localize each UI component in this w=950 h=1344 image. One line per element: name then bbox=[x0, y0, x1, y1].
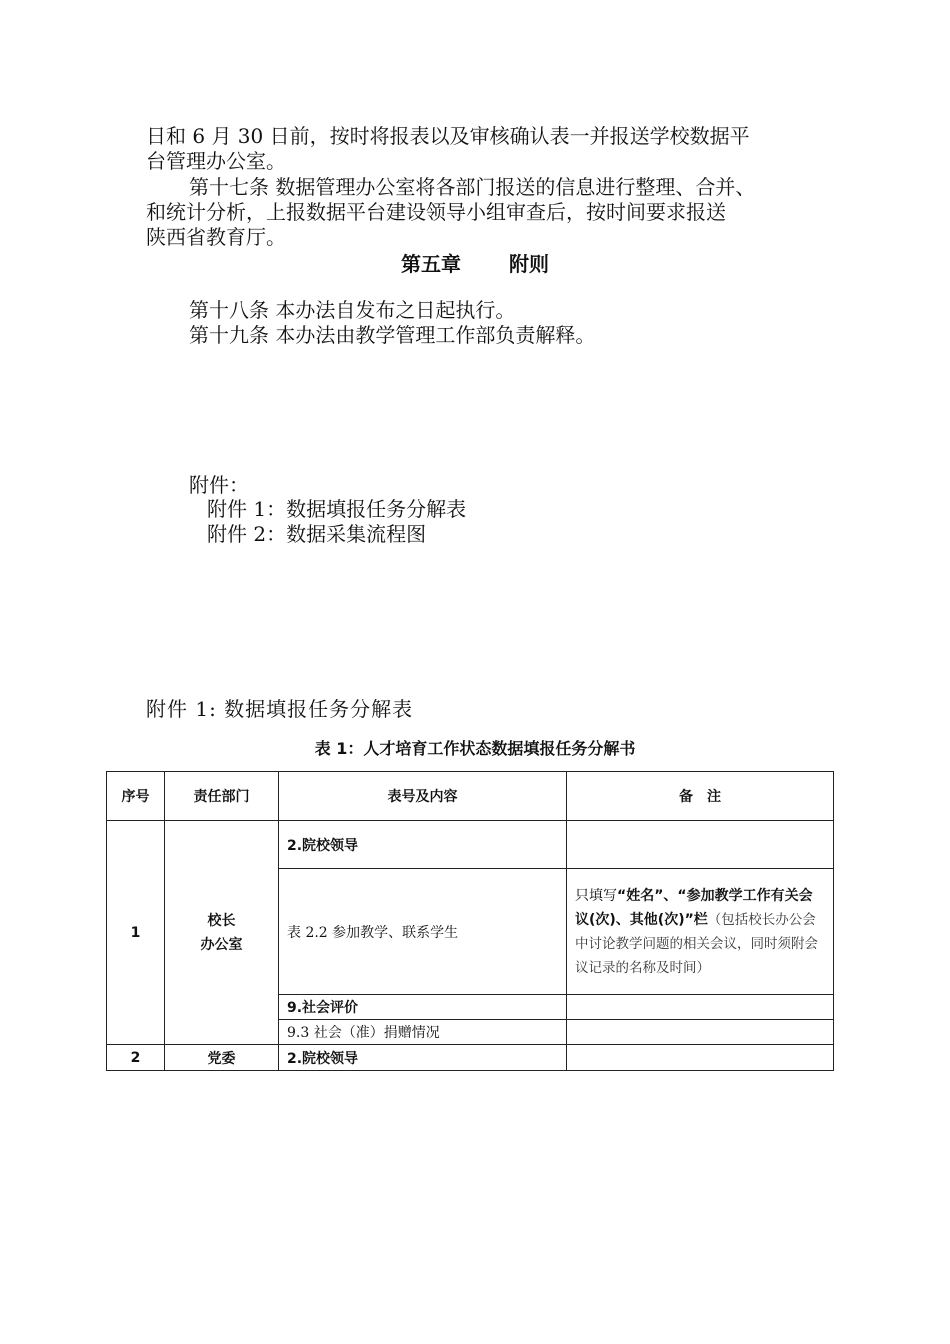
header-no: 序号 bbox=[107, 772, 165, 821]
row1-dept-line1: 校长 bbox=[207, 912, 236, 929]
note-prefix: 只填写 bbox=[575, 887, 617, 904]
table-row bbox=[107, 821, 834, 869]
row1-item-2: 9.3 社会（准）捐赠情况 bbox=[279, 1020, 567, 1045]
attachment1-heading: 附件 1: 数据填报任务分解表 bbox=[146, 697, 414, 721]
attachment-item-1: 附件 1：数据填报任务分解表 bbox=[207, 497, 467, 521]
task-breakdown-table bbox=[106, 771, 834, 1071]
row1-section-2-remark bbox=[567, 995, 834, 1020]
row1-section-2: 9.社会评价 bbox=[279, 995, 567, 1020]
row2-no: 2 bbox=[107, 1045, 165, 1071]
header-content: 表号及内容 bbox=[279, 772, 567, 821]
row1-section-1-remark bbox=[567, 821, 834, 869]
row2-section-1-remark bbox=[567, 1045, 834, 1071]
chapter-heading bbox=[0, 248, 950, 277]
row1-item-1: 表 2.2 参加教学、联系学生 bbox=[279, 869, 567, 995]
attachments-label: 附件： bbox=[189, 473, 249, 497]
article17-line1: 第十七条 数据管理办公室将各部门报送的信息进行整理、合并、 bbox=[189, 175, 756, 199]
attachment-item-2: 附件 2：数据采集流程图 bbox=[207, 522, 427, 546]
article16-tail-line2: 台管理办公室。 bbox=[146, 149, 286, 173]
article19: 第十九条 本办法由教学管理工作部负责解释。 bbox=[189, 323, 596, 347]
row1-item-2-remark bbox=[567, 1020, 834, 1045]
table-row bbox=[107, 1045, 834, 1071]
note-rest: （包括校长办公会中讨论教学问题的相关会议，同时须附会议记录的名称及时间） bbox=[575, 911, 818, 976]
row1-dept bbox=[165, 821, 279, 1045]
header-remarks: 备 注 bbox=[567, 772, 834, 821]
row2-dept: 党委 bbox=[165, 1045, 279, 1071]
row1-section-1: 2.院校领导 bbox=[279, 821, 567, 869]
article18: 第十八条 本办法自发布之日起执行。 bbox=[189, 298, 516, 322]
chapter-title: 附则 bbox=[509, 252, 549, 276]
table-header-row bbox=[107, 772, 834, 821]
note-bold: “姓名”、“参加教学工作有关会议(次)、其他(次)”栏 bbox=[575, 887, 813, 928]
page-bottom-whitespace bbox=[0, 1072, 950, 1344]
row2-section-1: 2.院校领导 bbox=[279, 1045, 567, 1071]
article16-tail-line1: 日和 6 月 30 日前，按时将报表以及审核确认表一并报送学校数据平 bbox=[146, 124, 750, 148]
article17-line3: 陕西省教育厅。 bbox=[146, 225, 286, 249]
row1-dept-line2: 办公室 bbox=[200, 936, 243, 953]
header-dept: 责任部门 bbox=[165, 772, 279, 821]
row1-item-1-remark bbox=[567, 869, 834, 995]
article17-line2: 和统计分析，上报数据平台建设领导小组审查后，按时间要求报送 bbox=[146, 200, 726, 224]
table-title: 表 1：人才培育工作状态数据填报任务分解书 bbox=[314, 739, 636, 758]
chapter-number: 第五章 bbox=[401, 252, 461, 276]
row1-no: 1 bbox=[107, 821, 165, 1045]
